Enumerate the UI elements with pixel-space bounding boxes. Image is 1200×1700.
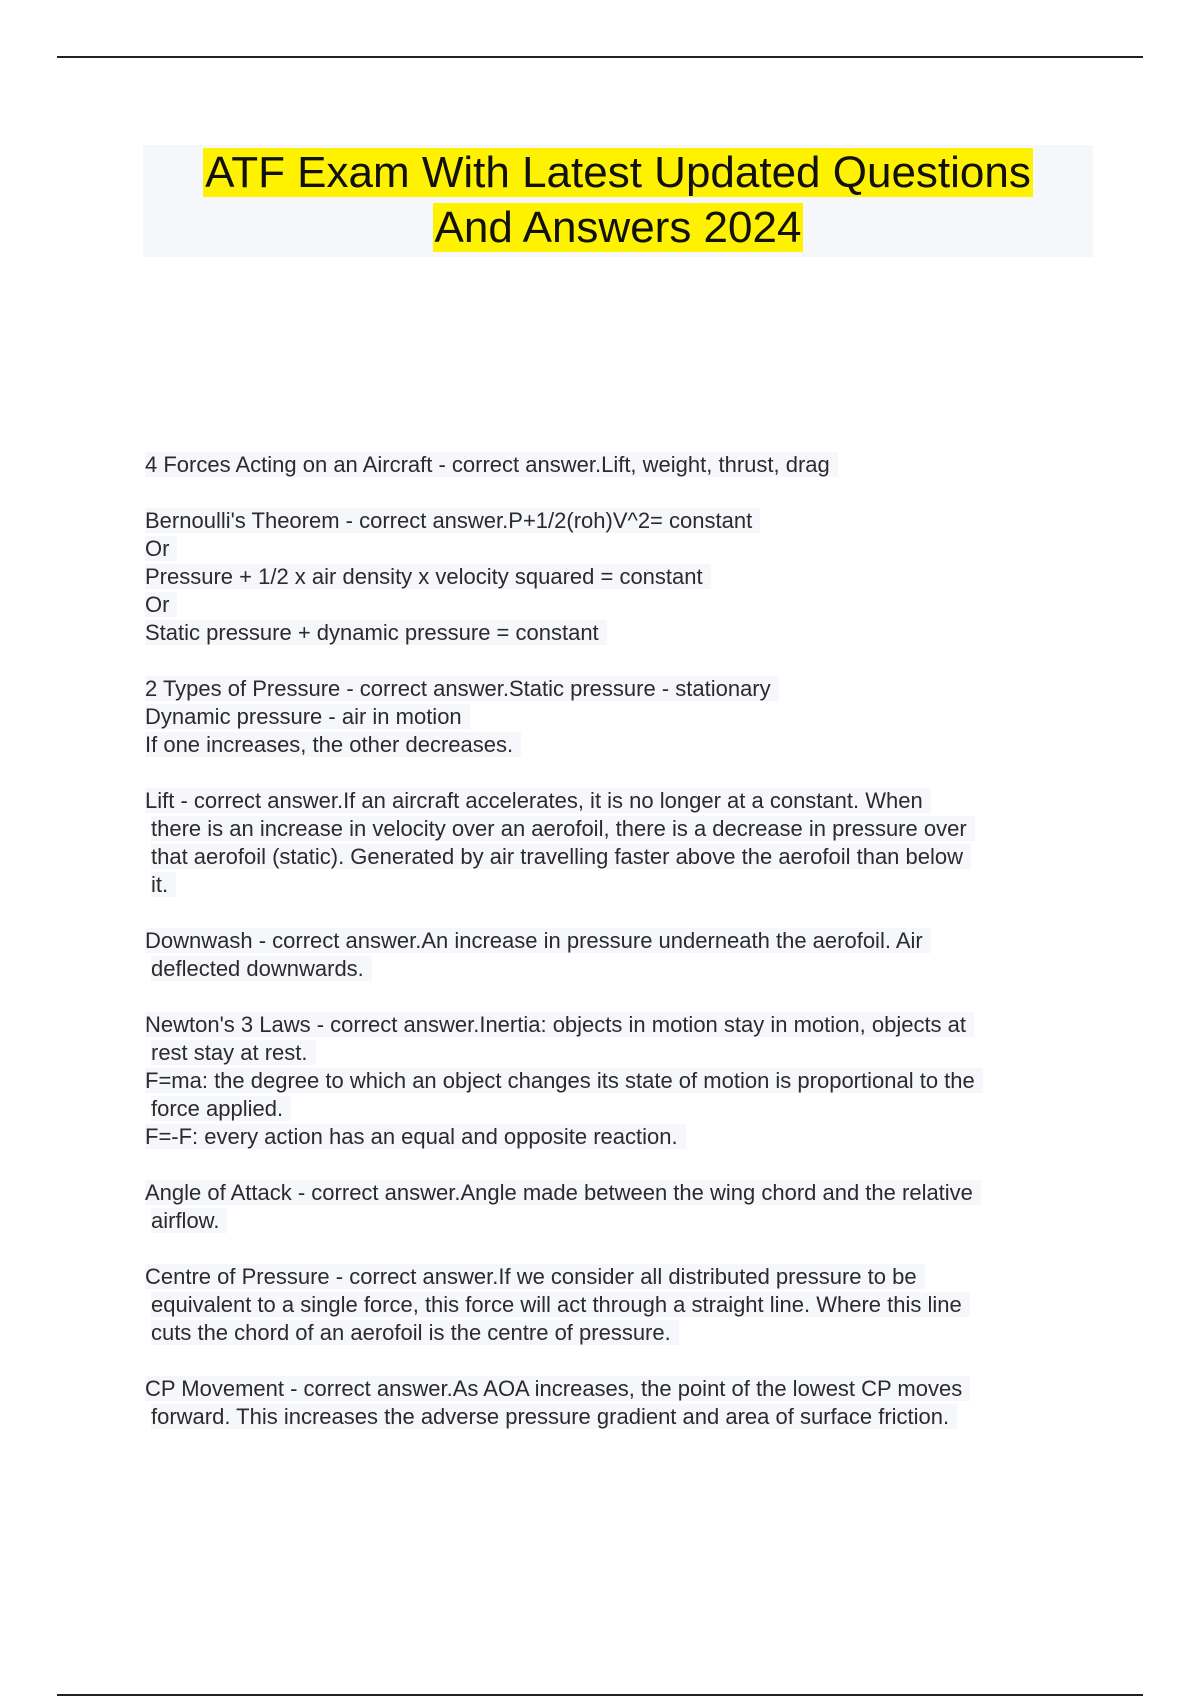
- qa-answer-line: [145, 1291, 1095, 1319]
- qa-answer-line: [145, 1067, 1095, 1095]
- qa-line-text: If one increases, the other decreases.: [145, 732, 521, 757]
- qa-answer-line: [145, 619, 1095, 647]
- qa-question-line: [145, 1011, 1095, 1039]
- qa-line-text: it.: [151, 872, 176, 897]
- qa-line-text: F=-F: every action has an equal and opposite reaction.: [145, 1124, 686, 1149]
- qa-line-text: Downwash - correct answer.An increase in pressure underneath the aerofoil. Air: [145, 928, 931, 953]
- qa-answer-line: [145, 815, 1095, 843]
- qa-line-text: that aerofoil (static). Generated by air travelling faster above the aerofoil than below: [151, 844, 971, 869]
- qa-question-line: [145, 675, 1095, 703]
- qa-entry: [145, 1263, 1095, 1347]
- qa-question-line: [145, 1375, 1095, 1403]
- qa-question-line: [145, 927, 1095, 955]
- qa-entry: [145, 1179, 1095, 1235]
- qa-line-text: Or: [145, 536, 177, 561]
- qa-line-text: Or: [145, 592, 177, 617]
- qa-answer-line: [145, 1095, 1095, 1123]
- qa-entry: [145, 451, 1095, 479]
- qa-answer-line: [145, 871, 1095, 899]
- qa-line-text: Static pressure + dynamic pressure = constant: [145, 620, 607, 645]
- qa-line-text: forward. This increases the adverse pressure gradient and area of surface friction.: [151, 1404, 957, 1429]
- qa-entry: [145, 787, 1095, 899]
- qa-answer-line: [145, 843, 1095, 871]
- qa-line-text: 2 Types of Pressure - correct answer.Static pressure - stationary: [145, 676, 779, 701]
- qa-line-text: F=ma: the degree to which an object changes its state of motion is proportional to the: [145, 1068, 983, 1093]
- qa-answer-line: [145, 535, 1095, 563]
- qa-line-text: rest stay at rest.: [151, 1040, 316, 1065]
- qa-question-line: [145, 1263, 1095, 1291]
- bottom-divider: [57, 1694, 1143, 1696]
- qa-line-text: 4 Forces Acting on an Aircraft - correct answer.Lift, weight, thrust, drag: [145, 452, 838, 477]
- qa-line-text: Newton's 3 Laws - correct answer.Inertia: objects in motion stay in motion, objects at: [145, 1012, 974, 1037]
- qa-line-text: deflected downwards.: [151, 956, 372, 981]
- qa-answer-line: [145, 1319, 1095, 1347]
- qa-entry: [145, 1375, 1095, 1431]
- qa-line-text: Lift - correct answer.If an aircraft accelerates, it is no longer at a constant. When: [145, 788, 931, 813]
- qa-answer-line: [145, 731, 1095, 759]
- qa-answer-line: [145, 1403, 1095, 1431]
- title-line-2: And Answers 2024: [434, 203, 802, 252]
- qa-answer-line: [145, 563, 1095, 591]
- qa-line-text: force applied.: [151, 1096, 291, 1121]
- qa-answer-line: [145, 1039, 1095, 1067]
- qa-line-text: Angle of Attack - correct answer.Angle made between the wing chord and the relative: [145, 1180, 981, 1205]
- qa-line-text: Dynamic pressure - air in motion: [145, 704, 470, 729]
- document-title: [143, 145, 1093, 257]
- qa-answer-line: [145, 703, 1095, 731]
- qa-entry: [145, 675, 1095, 759]
- qa-line-text: airflow.: [151, 1208, 227, 1233]
- qa-answer-line: [145, 1207, 1095, 1235]
- title-line-1: ATF Exam With Latest Updated Questions: [205, 148, 1031, 197]
- qa-question-line: [145, 1179, 1095, 1207]
- qa-line-text: Bernoulli's Theorem - correct answer.P+1/2(roh)V^2= constant: [145, 508, 760, 533]
- top-divider: [57, 56, 1143, 58]
- qa-answer-line: [145, 1123, 1095, 1151]
- qa-list: [145, 451, 1095, 1459]
- qa-line-text: Pressure + 1/2 x air density x velocity squared = constant: [145, 564, 711, 589]
- qa-question-line: [145, 451, 1095, 479]
- qa-answer-line: [145, 955, 1095, 983]
- qa-entry: [145, 927, 1095, 983]
- qa-line-text: CP Movement - correct answer.As AOA increases, the point of the lowest CP moves: [145, 1376, 970, 1401]
- qa-line-text: there is an increase in velocity over an aerofoil, there is a decrease in pressure over: [151, 816, 975, 841]
- qa-entry: [145, 507, 1095, 647]
- qa-question-line: [145, 787, 1095, 815]
- qa-line-text: equivalent to a single force, this force will act through a straight line. Where this line: [151, 1292, 970, 1317]
- qa-answer-line: [145, 591, 1095, 619]
- qa-line-text: cuts the chord of an aerofoil is the centre of pressure.: [151, 1320, 679, 1345]
- qa-line-text: Centre of Pressure - correct answer.If we consider all distributed pressure to be: [145, 1264, 925, 1289]
- qa-question-line: [145, 507, 1095, 535]
- qa-entry: [145, 1011, 1095, 1151]
